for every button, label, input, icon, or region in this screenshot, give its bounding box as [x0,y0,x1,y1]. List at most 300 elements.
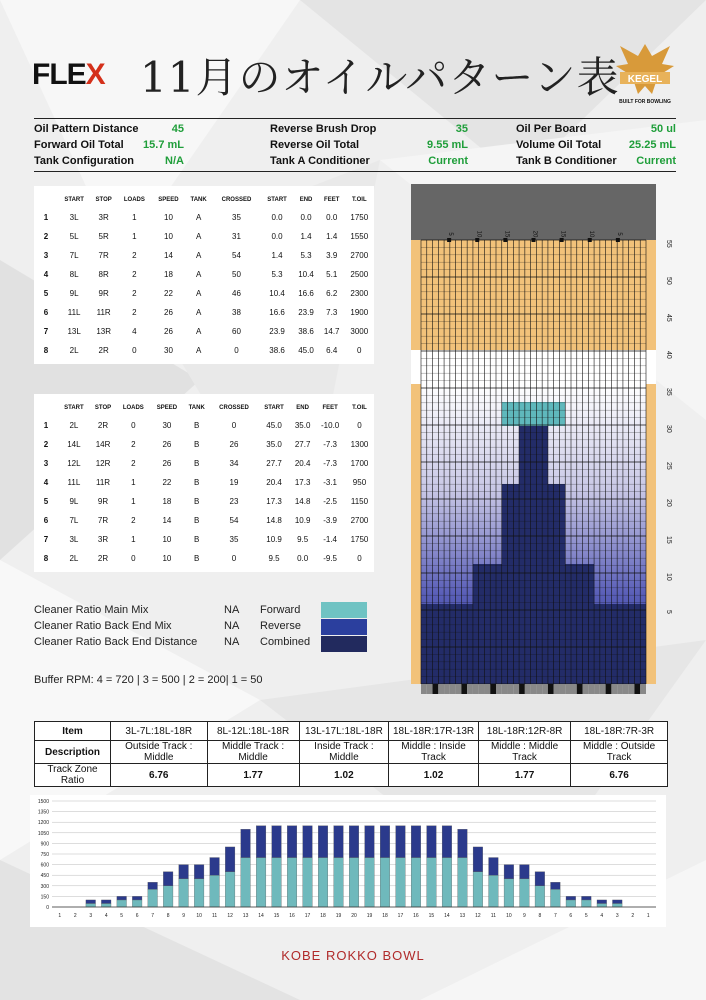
table-cell: 1750 [350,535,369,544]
info-cell [516,155,676,167]
table-cell: 34 [229,459,239,468]
x-tick-label: 7 [553,913,557,919]
x-tick-label: 12 [475,913,481,919]
x-tick-label: 10 [196,913,202,919]
foul-line-marker [559,684,565,694]
table-cell: 7.3 [326,308,338,317]
forward-bar [504,879,514,907]
table-cell: 2 [43,440,49,449]
forward-bar [194,879,204,907]
column-header: START [64,197,84,203]
forward-bar [411,858,421,907]
table-cell: 0 [131,554,136,563]
table-cell: 8 [43,346,49,355]
foul-line-marker [640,684,646,694]
table-cell: 2L [69,346,79,355]
info-label: Tank A Conditioner [270,155,370,167]
table-cell: 5L [69,232,79,241]
y-tick-label: 450 [40,873,49,880]
reverse-bar [535,872,545,886]
ratio-cell: 18L-18R:7R-3R [571,722,668,741]
column-header: T.OIL [351,197,367,203]
x-tick-label: 17 [304,913,311,919]
reverse-bar [101,900,111,904]
table-cell: 7 [43,327,49,336]
table-cell: 5 [43,497,49,506]
foul-line-marker [496,684,502,694]
reverse-bar [427,826,437,858]
table-cell: 10 [162,535,172,544]
x-tick-label: 14 [444,913,450,919]
column-header: START [267,197,287,203]
table-cell: -7.3 [323,459,338,468]
table-cell: 3 [43,251,49,260]
page-title: 11月のオイルパターン表 [140,53,620,102]
foul-line-marker [634,684,640,694]
table-cell: 9R [97,497,109,506]
table-cell: -3.9 [323,516,338,525]
reverse-bar [303,826,313,858]
reverse-bar [210,858,220,876]
column-header: STOP [94,405,112,411]
table-cell: 5.3 [271,270,283,279]
top-tick-label: 20 [531,230,538,238]
arrow-marker [475,238,479,242]
table-cell: 17.3 [266,497,282,506]
forward-bar [489,875,499,907]
top-tick-label: 15 [503,230,510,238]
info-label: Tank Configuration [34,155,135,167]
table-cell: B [194,421,200,430]
table-cell: 0.0 [326,213,338,222]
reverse-bar [132,896,142,900]
table-cell: 30 [162,421,172,430]
table-row [34,284,374,303]
ratio-cell: 18L-18R:17R-13R [389,722,479,741]
foul-line-marker [461,684,467,694]
reverse-bar [551,882,561,889]
column-header: CROSSED [221,197,252,203]
forward-bar [551,889,561,907]
table-cell: 26 [162,440,172,449]
column-header: FEET [322,405,338,411]
legend-text: Combined [260,636,311,648]
ratio-cell: 1.77 [478,764,570,787]
x-tick-label: 4 [600,913,604,919]
legend-text: Forward [260,604,301,616]
table-cell: -2.5 [323,497,338,506]
table-cell: 10.4 [298,270,314,279]
table-cell: 1 [132,213,137,222]
table-cell: 5.3 [300,251,312,260]
table-cell: 2 [131,516,136,525]
x-tick-label: 10 [506,913,512,919]
table-cell: 0 [357,421,362,430]
table-cell: 14L [67,440,81,449]
forward-bar [241,858,251,907]
table-cell: B [194,459,200,468]
info-label: Reverse Brush Drop [270,123,377,135]
info-cell [34,155,184,167]
x-tick-label: 16 [413,913,419,919]
info-cell [516,123,676,135]
x-tick-label: 1 [58,913,62,919]
reverse-bar [504,865,514,879]
column-header: TANK [188,405,205,411]
x-tick-label: 9 [182,913,186,919]
y-tick-label: 1200 [37,820,49,827]
svg-text:KEGEL: KEGEL [627,74,663,85]
column-header: TANK [190,197,207,203]
table-cell: 1300 [350,440,369,449]
forward-bar [520,879,530,907]
table-cell: 1.4 [326,232,338,241]
column-header: LOADS [122,405,144,411]
info-value: 35 [455,123,468,135]
table-cell: B [194,440,200,449]
lane-oil-graph [411,184,656,696]
ratio-cell: 8L-12L:18L-18R [207,722,299,741]
table-cell: 2500 [350,270,369,279]
footer-center-name: KOBE ROKKO BOWL [281,948,425,963]
forward-bar [132,900,142,907]
table-cell: 6.4 [326,346,338,355]
table-cell: 60 [232,327,241,336]
ratio-cell: Outside Track : Middle [111,741,208,764]
info-cell [34,139,184,151]
x-tick-label: 3 [615,913,619,919]
top-tick-label: 5 [615,232,622,236]
x-tick-label: 6 [569,913,573,919]
table-cell: 1550 [350,232,369,241]
table-cell: 23.9 [298,308,314,317]
forward-bar [442,858,452,907]
table-cell: 2 [132,289,137,298]
column-header: STOP [95,197,112,203]
x-tick-label: 15 [428,913,435,919]
x-tick-label: 20 [351,913,357,919]
table-cell: 950 [352,478,367,487]
table-cell: 27.7 [294,440,311,449]
ratio-row [35,764,668,787]
table-row [34,246,374,265]
flex-logo: FLEX [32,58,105,91]
info-value: 25.25 mL [628,139,676,151]
distance-axis-labels [660,240,680,690]
track-zone-ratio-table [34,721,668,787]
distance-tick-label: 55 [665,240,672,248]
x-tick-label: 7 [151,913,155,919]
x-tick-label: 18 [382,913,388,919]
table-cell: 35.0 [294,421,311,430]
table-cell: 0.0 [271,213,283,222]
table-cell: B [194,516,200,525]
x-tick-label: 11 [490,913,496,919]
table-cell: 45.0 [266,421,282,430]
x-tick-label: 2 [631,913,635,919]
table-cell: 50 [232,270,241,279]
ratio-cell: 1.02 [389,764,479,787]
table-cell: -7.3 [323,440,338,449]
info-row [34,121,676,137]
table-cell: 0 [231,554,237,563]
reverse-load-table [34,394,374,572]
table-cell: 0 [357,554,362,563]
buffer-rpm: Buffer RPM: 4 = 720 | 3 = 500 | 2 = 200| 1 = 50 [34,674,263,686]
forward-bar [380,858,390,907]
table-cell: 3R [97,535,109,544]
table-cell: 2L [69,554,79,563]
x-tick-label: 3 [89,913,93,919]
ratio-cell: 6.76 [111,764,208,787]
reverse-bar [272,826,282,858]
foul-line-marker [583,684,589,694]
table-cell: 26 [164,327,173,336]
info-value: Current [428,155,468,167]
reverse-bar [396,826,406,858]
table-cell: 1 [131,478,136,487]
kegel-eagle-logo [612,36,678,106]
table-cell: 10 [162,554,172,563]
table-cell: 3R [98,213,109,222]
info-label: Volume Oil Total [516,139,602,151]
table-cell: 16.6 [269,308,285,317]
x-tick-label: 12 [227,913,233,919]
foul-line-marker [565,684,571,694]
reverse-bar [380,826,390,858]
y-tick-label: 1050 [37,830,49,837]
legend-text: Cleaner Ratio Back End Mix [34,620,172,632]
table-cell: 9R [98,289,109,298]
table-cell: 12L [67,459,81,468]
legend-text: Cleaner Ratio Main Mix [34,604,149,616]
forward-oil-cap [502,402,565,426]
table-cell: 14 [162,516,172,525]
table-cell: 46 [232,289,241,298]
table-row [34,208,374,227]
table-cell: 14.8 [294,497,311,506]
foul-line-marker [519,684,525,694]
reverse-bar [334,826,344,858]
x-tick-label: 4 [104,913,108,919]
table-cell: 26 [164,308,173,317]
table-cell: 1750 [350,213,369,222]
legend-text: Cleaner Ratio Back End Distance [34,636,198,648]
table-cell: 0 [231,421,237,430]
forward-bar [318,858,328,907]
table-cell: 5 [43,289,49,298]
ratio-cell: 6.76 [571,764,668,787]
foul-line-marker [508,684,514,694]
forward-bar [349,858,359,907]
reverse-bar [365,826,375,858]
info-label: Oil Pattern Distance [34,123,139,135]
table-cell: 1 [131,535,136,544]
top-tick-label: 10 [587,230,594,238]
table-cell: 8L [69,270,79,279]
table-cell: 2 [43,232,49,241]
forward-bar [117,900,127,907]
info-label: Reverse Oil Total [270,139,360,151]
forward-bar [396,858,406,907]
table-cell: 3000 [350,327,369,336]
legend-text: NA [224,620,240,632]
distance-tick-label: 40 [665,351,672,359]
table-cell: 2 [131,459,136,468]
table-cell: 7L [69,251,79,260]
table-cell: B [194,497,200,506]
foul-line-marker [623,684,629,694]
legend-text: NA [224,636,240,648]
table-cell: 7L [69,516,79,525]
reverse-bar [117,896,127,900]
forward-bar [535,886,545,907]
foul-line-marker [444,684,450,694]
table-cell: 2R [97,554,109,563]
table-cell: 6 [43,516,49,525]
column-header [34,400,58,416]
combined-swatch [321,636,367,652]
table-cell: 6.2 [326,289,338,298]
table-cell: 38 [232,308,241,317]
forward-bar [210,875,220,907]
foul-line-marker [571,684,577,694]
table-cell: -3.1 [323,478,338,487]
foul-line-marker [548,684,554,694]
table-cell: 0 [131,421,136,430]
table-cell: 30 [164,346,173,355]
table-cell: 27.7 [266,459,282,468]
forward-bar [256,858,266,907]
info-cell [516,139,676,151]
table-cell: 23 [229,497,239,506]
foul-line-marker [456,684,462,694]
forward-bar [86,903,96,907]
reverse-bar [566,896,576,900]
table-cell: 31 [232,232,241,241]
table-cell: 8R [98,270,109,279]
legend-text: Reverse [260,620,301,632]
table-cell: -9.5 [323,554,338,563]
foul-line-marker [536,684,542,694]
table-cell: 1150 [350,497,369,506]
table-cell: 10.4 [269,289,285,298]
table-cell: 0 [234,346,239,355]
reverse-bar [473,847,483,872]
forward-bar [566,900,576,907]
y-tick-label: 750 [40,852,49,858]
forward-bar [612,903,622,907]
legend-text: NA [224,604,240,616]
distance-tick-label: 10 [665,573,672,581]
table-cell: 1900 [350,308,369,317]
table-cell: 5.1 [326,270,338,279]
forward-bar [597,903,607,907]
foul-line-marker [433,684,439,694]
table-cell: 23.9 [269,327,285,336]
table-cell: 8 [43,554,49,563]
table-cell: 1.4 [300,232,312,241]
table-cell: 20.4 [266,478,282,487]
x-tick-label: 13 [242,913,249,919]
table-cell: 2700 [350,516,369,525]
table-cell: 7 [43,535,49,544]
reverse-bar [597,900,607,904]
foul-line-marker [600,684,606,694]
reverse-bar [163,872,173,886]
foul-line-marker [502,684,508,694]
table-cell: 13R [96,327,111,336]
table-cell: 18 [164,270,173,279]
info-value: 45 [171,123,184,135]
wood-zone [411,240,656,350]
table-cell: 1 [132,232,137,241]
table-cell: 9L [69,497,79,506]
table-cell: 11R [96,308,111,317]
arrow-marker [588,238,592,242]
table-cell: 2 [132,270,137,279]
table-cell: A [195,327,202,336]
table-cell: 13L [67,327,81,336]
forward-bar [473,872,483,907]
column-header: SPEED [156,405,178,411]
x-tick-label: 5 [584,913,588,919]
reverse-bar [194,865,204,879]
table-cell: 54 [229,516,239,525]
reverse-bar [582,896,592,900]
y-tick-label: 150 [40,894,49,901]
table-row [34,416,374,435]
table-cell: 2700 [350,251,369,260]
table-cell: 4 [43,478,49,487]
forward-bar [365,858,375,907]
foul-line-marker [606,684,612,694]
table-cell: 10.9 [294,516,311,525]
table-cell: A [195,213,202,222]
info-value: 50 ul [650,123,676,135]
distance-tick-label: 15 [665,536,672,544]
table-row [34,227,374,246]
distance-tick-label: 35 [665,388,672,396]
foul-line-marker [438,684,444,694]
table-cell: 2 [131,440,136,449]
y-tick-label: 600 [40,862,49,869]
ratio-row-label: Description [35,741,111,764]
x-tick-label: 14 [258,913,264,919]
column-header: END [299,197,313,203]
table-cell: 3L [69,535,79,544]
forward-bar [458,858,468,907]
reverse-bar [256,826,266,858]
ratio-row-label: Track Zone Ratio [35,764,111,787]
info-value: 9.55 mL [427,139,468,151]
board-oil-bar-chart [30,795,666,927]
table-cell: 38.6 [269,346,285,355]
reverse-swatch [321,619,367,635]
column-header: LOADS [123,197,145,203]
distance-tick-label: 25 [665,462,672,470]
reverse-bar [442,826,452,858]
forward-bar [225,872,235,907]
forward-bar [148,889,158,907]
info-cell [34,123,184,135]
foul-line-marker [525,684,531,694]
table-cell: 2R [97,421,109,430]
gutter-left [411,384,421,684]
ratio-cell: 18L-18R:12R-8R [478,722,570,741]
column-header [34,192,58,208]
table-cell: 14 [164,251,173,260]
